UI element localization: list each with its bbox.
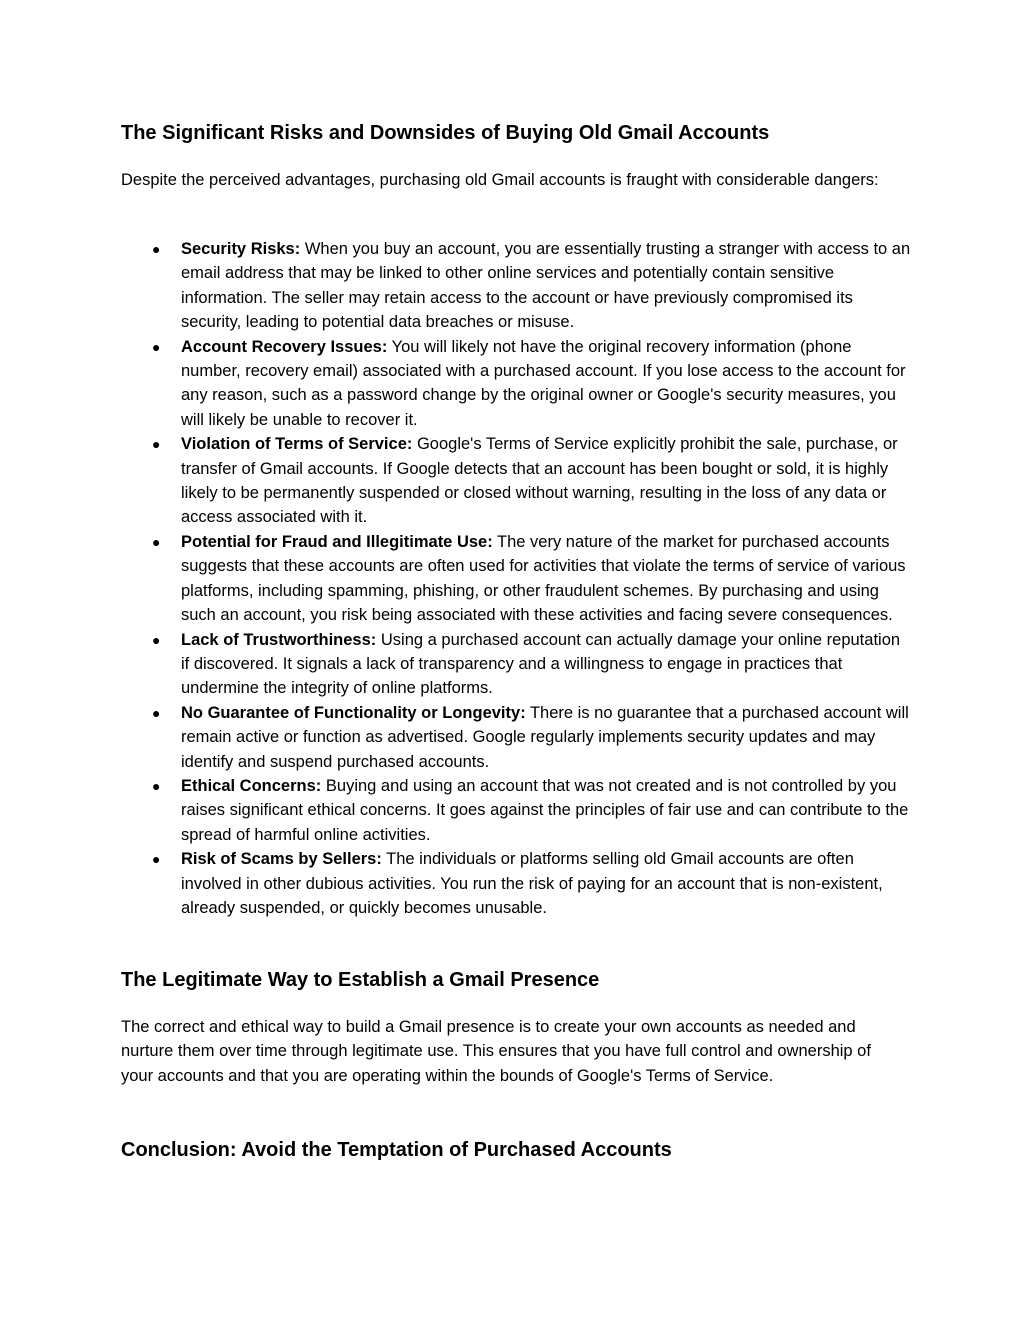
risks-intro: Despite the perceived advantages, purchasing old Gmail accounts is fraught with considerable dangers: bbox=[121, 171, 879, 189]
list-item bbox=[121, 628, 911, 701]
bullet-icon: ● bbox=[152, 851, 161, 868]
risk-text: Google's Terms of Service explicitly prohibit the sale, purchase, or transfer of Gmail accounts. If Google detects that an account has been bought or sold, it is highly likely to be permanently suspended or closed without warning, resulting in the loss of any data or access associated with it. bbox=[181, 435, 898, 527]
bullet-icon: ● bbox=[152, 631, 161, 648]
list-item bbox=[121, 847, 911, 920]
risk-title: No Guarantee of Functionality or Longevity: bbox=[181, 703, 526, 722]
list-item bbox=[121, 335, 911, 433]
risk-text: The very nature of the market for purchased accounts suggests that these accounts are often used for activities that violate the terms of service of various platforms, including spamming, phishing, or other fraudulent schemes. By purchasing and using such an account, you risk being associated with these activities and facing severe consequences. bbox=[181, 532, 906, 625]
risk-title: Ethical Concerns: bbox=[181, 776, 322, 795]
bullet-icon: ● bbox=[152, 777, 161, 794]
legit-body: The correct and ethical way to build a Gmail presence is to create your own accounts as needed and nurture them over time through legitimate use. This ensures that you have full control and ownership of your accounts and that you are operating within the bounds of Google's Terms of Service. bbox=[121, 1018, 871, 1085]
risk-text: You will likely not have the original recovery information (phone number, recovery email) associated with a purchased account. If you lose access to the account for any reason, such as a password change by the original owner or Google's security measures, you will likely be unable to recover it. bbox=[181, 337, 906, 429]
bullet-icon: ● bbox=[152, 533, 161, 550]
bullet-icon: ● bbox=[152, 241, 161, 257]
risk-text: The individuals or platforms selling old Gmail accounts are often involved in other dubious activities. You run the risk of paying for an account that is non-existent, already suspended, or quickly becomes unusable. bbox=[181, 850, 883, 917]
list-item bbox=[121, 701, 911, 774]
risk-text: Using a purchased account can actually damage your online reputation if discovered. It signals a lack of transparency and a willingness to engage in practices that undermine the integrity of online platforms. bbox=[181, 630, 901, 698]
risk-title: Security Risks: bbox=[181, 240, 301, 258]
risk-text: When you buy an account, you are essentially trusting a stranger with access to an email address that may be linked to other online services and potentially contain sensitive information. The seller may retain access to the account or have previously compromised its security, leading to potential data breaches or misuse. bbox=[181, 240, 911, 332]
risk-title: Account Recovery Issues: bbox=[181, 337, 388, 356]
legit-heading: The Legitimate Way to Establish a Gmail Presence bbox=[121, 969, 600, 991]
list-item bbox=[121, 237, 911, 335]
conclusion-heading: Conclusion: Avoid the Temptation of Purchased Accounts bbox=[121, 1139, 672, 1161]
risk-title: Risk of Scams by Sellers: bbox=[181, 850, 382, 869]
risk-text: Buying and using an account that was not created and is not controlled by you raises significant ethical concerns. It goes against the principles of fair use and can contribute to the spread of harmful online activities. bbox=[181, 776, 909, 844]
bullet-icon: ● bbox=[152, 704, 161, 721]
risks-heading: The Significant Risks and Downsides of Buying Old Gmail Accounts bbox=[121, 122, 770, 144]
risk-text: There is no guarantee that a purchased account will remain active or function as advertised. Google regularly implements security updates and may identify and suspend purchased accounts. bbox=[181, 703, 909, 771]
list-item bbox=[121, 432, 911, 530]
list-item bbox=[121, 774, 911, 847]
bullet-icon: ● bbox=[152, 436, 161, 453]
risk-title: Lack of Trustworthiness: bbox=[181, 630, 377, 649]
list-item bbox=[121, 530, 911, 628]
bullet-icon: ● bbox=[152, 338, 161, 355]
risk-title: Violation of Terms of Service: bbox=[181, 435, 413, 454]
risk-title: Potential for Fraud and Illegitimate Use: bbox=[181, 532, 493, 551]
risks-list bbox=[121, 237, 911, 920]
